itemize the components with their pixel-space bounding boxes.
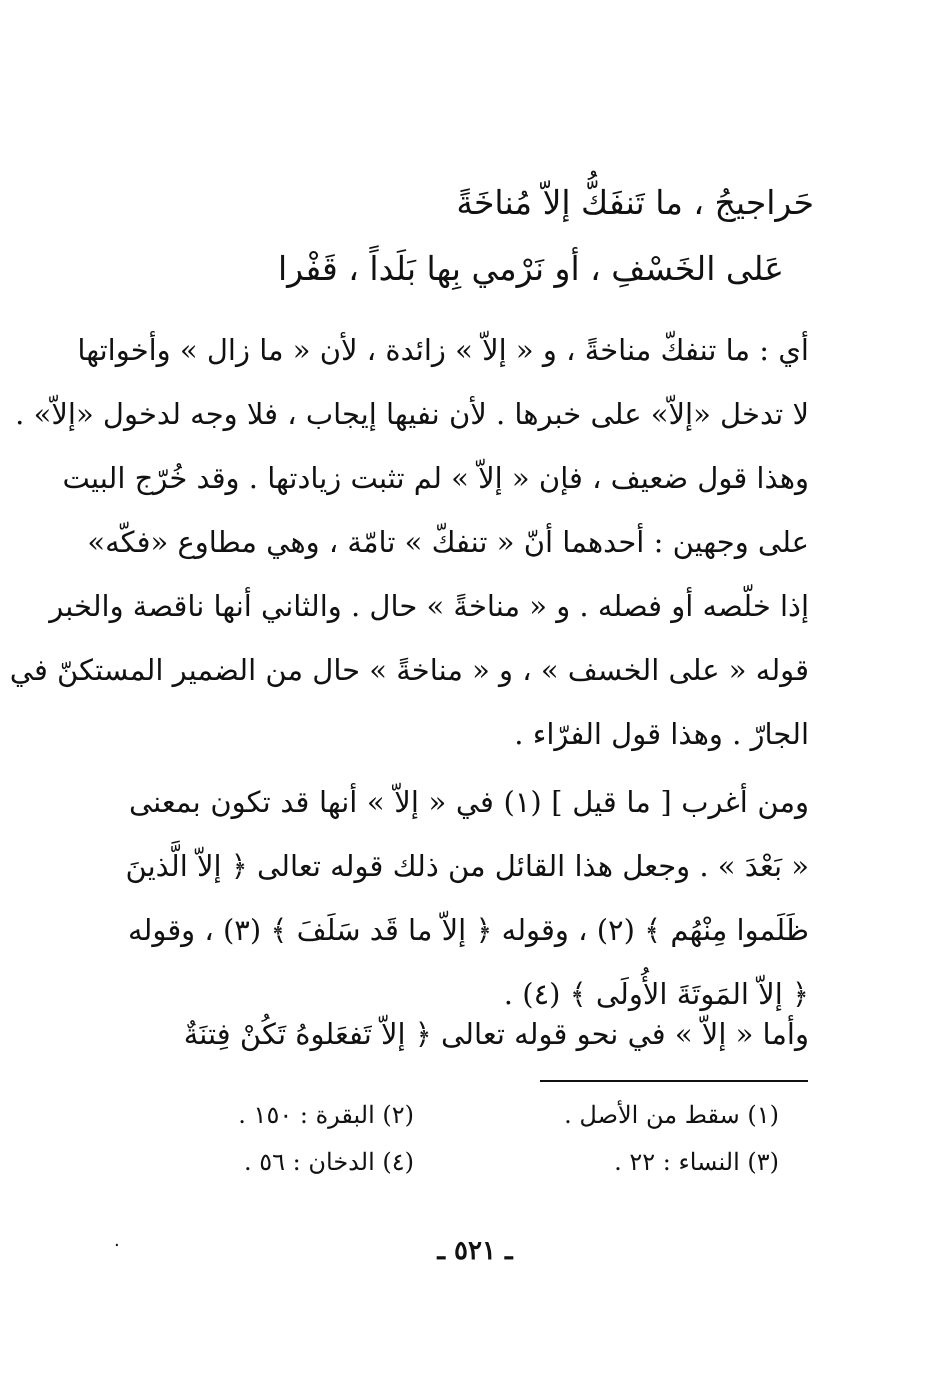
text-line: الجارّ . وهذا قول الفرّاء . — [514, 717, 809, 751]
verse-line-2: عَلى الخَسْفِ ، أو نَرْمي بِها بَلَداً ، قَفْرا — [277, 249, 784, 288]
text-line: ومن أغرب [ ما قيل ] (١) في « إلاّ » أنها قد تكون بمعنى — [129, 785, 809, 819]
text-line: لا تدخل «إلاّ» على خبرها . لأن نفيها إيجاب ، فلا وجه لدخول «إلاّ» . — [15, 397, 809, 431]
footnote-3: (٣) النساء : ٢٢ . — [614, 1148, 779, 1176]
text-line: « بَعْدَ » . وجعل هذا القائل من ذلك قوله تعالى ﴿ إلاّ الَّذينَ — [125, 849, 809, 883]
text-line: قوله « على الخسف » ، و « مناخةً » حال من الضمير المستكنّ في — [9, 653, 809, 687]
corner-mark: ٠ — [112, 1234, 122, 1255]
text-line: وأما « إلاّ » في نحو قوله تعالى ﴿ إلاّ تَفعَلوهُ تَكُنْ فِتنَةٌ — [183, 1017, 809, 1051]
footnote-divider — [540, 1080, 808, 1082]
footnote-2: (٢) البقرة : ١٥٠ . — [238, 1101, 414, 1129]
verse-line-1: حَراجيجُ ، ما تَنفَكُّ إلاّ مُناخَةً — [456, 183, 814, 222]
text-line: إذا خلّصه أو فصله . و « مناخةً » حال . والثاني أنها ناقصة والخبر — [49, 589, 809, 623]
paragraph-1 — [9, 318, 809, 766]
text-line: ظَلَموا مِنْهُم ﴾ (٢) ، وقوله ﴿ إلاّ ما قَد سَلَفَ ﴾ (٣) ، وقوله — [127, 913, 809, 947]
page-number: ـ ٥٢١ ـ — [437, 1236, 513, 1266]
text-line: على وجهين : أحدهما أنّ « تنفكّ » تامّة ، وهي مطاوع «فكّه» — [87, 525, 809, 559]
footnote-4: (٤) الدخان : ٥٦ . — [244, 1148, 414, 1176]
text-line: وهذا قول ضعيف ، فإن « إلاّ » لم تثبت زيادتها . وقد خُرّج البيت — [62, 461, 809, 495]
text-line: أي : ما تنفكّ مناخةً ، و « إلاّ » زائدة ، لأن « ما زال » وأخواتها — [77, 333, 809, 367]
text-line: ﴿ إلاّ المَوتَةَ الأُولَى ﴾ (٤) . — [503, 977, 809, 1011]
paragraph-3 — [129, 1002, 809, 1066]
footnote-1: (١) سقط من الأصل . — [564, 1101, 779, 1129]
paragraph-2 — [125, 770, 809, 1026]
